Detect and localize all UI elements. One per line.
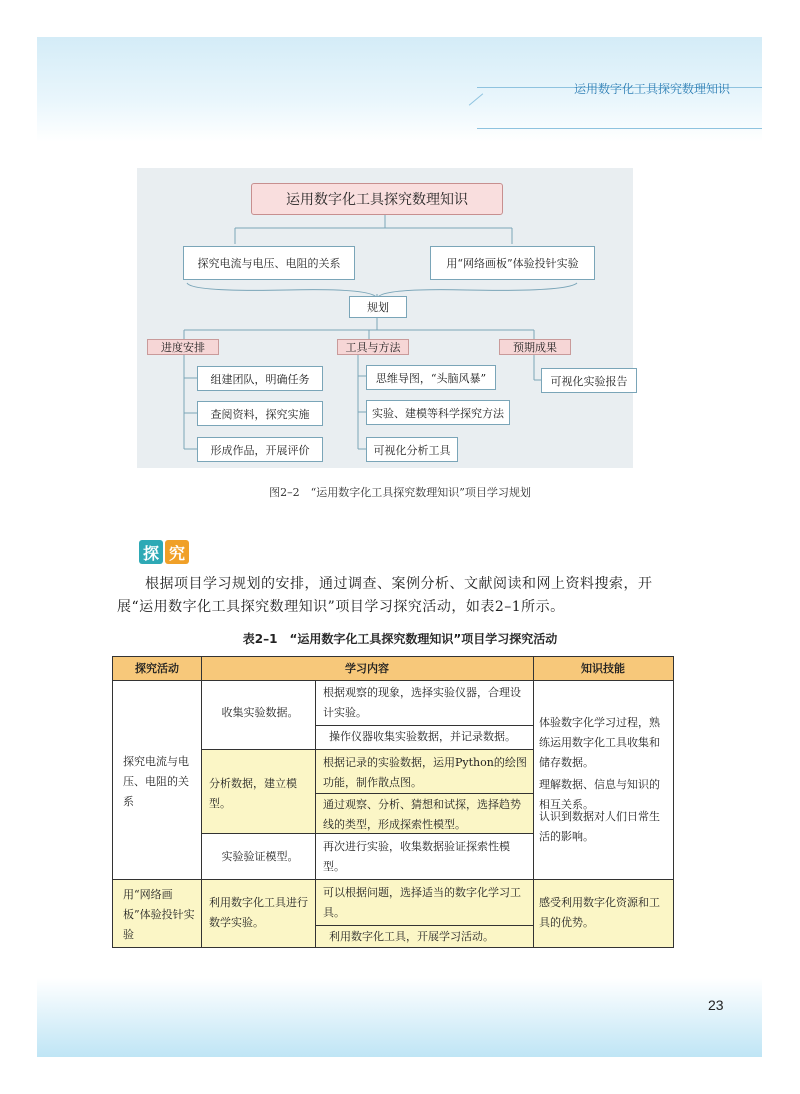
category-schedule: 进度安排 [147,339,219,355]
skill-text: 理解数据、信息与知识的相互关系。 [539,778,660,811]
content-detail: 根据记录的实验数据，运用Python的绘图功能，制作散点图。 [323,756,527,789]
page-footer-band [37,978,762,1057]
content-group: 实验验证模型。 [221,850,299,863]
table-rule [315,749,533,750]
result-item: 可视化实验报告 [541,368,637,393]
content-detail: 通过观察、分析、猜想和试探，选择趋势线的类型，形成探索性模型。 [323,798,521,831]
skill-text: 认识到数据对人们日常生活的影响。 [539,810,660,843]
diagram-root-node: 运用数字化工具探究数理知识 [251,183,503,215]
plan-node: 规划 [349,296,407,318]
content-detail: 操作仪器收集实验数据，并记录数据。 [329,730,516,743]
category-tools-methods: 工具与方法 [337,339,409,355]
content-detail: 再次进行实验，收集数据验证探索性模型。 [323,840,510,873]
table-rule [315,833,533,834]
explore-badge [139,540,191,564]
content-detail: 利用数字化工具，开展学习活动。 [329,930,494,943]
planning-diagram [137,168,633,468]
table-rule [201,749,315,750]
content-detail: 根据观察的现象，选择实验仪器，合理设计实验。 [323,686,521,719]
topic-left-node: 探究电流与电压、电阻的关系 [183,246,355,280]
table-title: 表2–1 “运用数字化工具探究数理知识”项目学习探究活动 [242,632,558,646]
activity-cell: 用“网络画板”体验投针实验 [123,888,195,941]
schedule-item: 组建团队，明确任务 [197,366,323,391]
table-header-cell: 知识技能 [533,657,673,680]
skill-text: 感受利用数字化资源和工具的优势。 [539,896,660,929]
table-header-cell: 学习内容 [201,657,533,680]
tools-item: 思维导图，“头脑风暴” [366,365,496,390]
table-header-cell: 探究活动 [113,657,201,680]
category-expected-result: 预期成果 [499,339,571,355]
skill-text: 体验数字化学习过程，熟练运用数字化工具收集和储存数据。 [539,716,660,769]
content-group: 收集实验数据。 [221,706,299,719]
tools-item: 可视化分析工具 [366,437,458,462]
page-header-band [37,37,762,142]
table-rule [315,725,533,726]
schedule-item: 形成作品，开展评价 [197,437,323,462]
content-group: 利用数字化工具进行数学实验。 [209,896,308,929]
body-paragraph: 根据项目学习规划的安排，通过调查、案例分析、文献阅读和网上资料搜索，开展“运用数字化工具探究数理知识”项目学习探究活动，如表2–1所示。 [117,576,653,615]
figure-caption: 图2–2 “运用数字化工具探究数理知识”项目学习规划 [269,486,531,499]
content-group: 分析数据，建立模型。 [209,777,297,810]
badge-char-2: 究 [165,540,189,564]
table-rule [113,680,673,681]
activity-cell: 探究电流与电压、电阻的关系 [123,755,189,808]
table-rule [315,680,316,947]
badge-char-1: 探 [139,540,163,564]
running-title: 运用数字化工具探究数理知识 [573,82,730,96]
table-rule [113,879,673,880]
table-rule [201,833,315,834]
tools-item: 实验、建模等科学探究方法 [366,400,510,425]
activity-table [112,656,674,948]
schedule-item: 查阅资料，探究实施 [197,401,323,426]
page-number: 23 [708,997,724,1013]
topic-right-node: 用“网络画板”体验投针实验 [430,246,595,280]
table-rule [533,657,534,947]
content-detail: 可以根据问题，选择适当的数字化学习工具。 [323,886,521,919]
table-rule [315,925,533,926]
table-rule [315,793,533,794]
table-rule [201,657,202,947]
